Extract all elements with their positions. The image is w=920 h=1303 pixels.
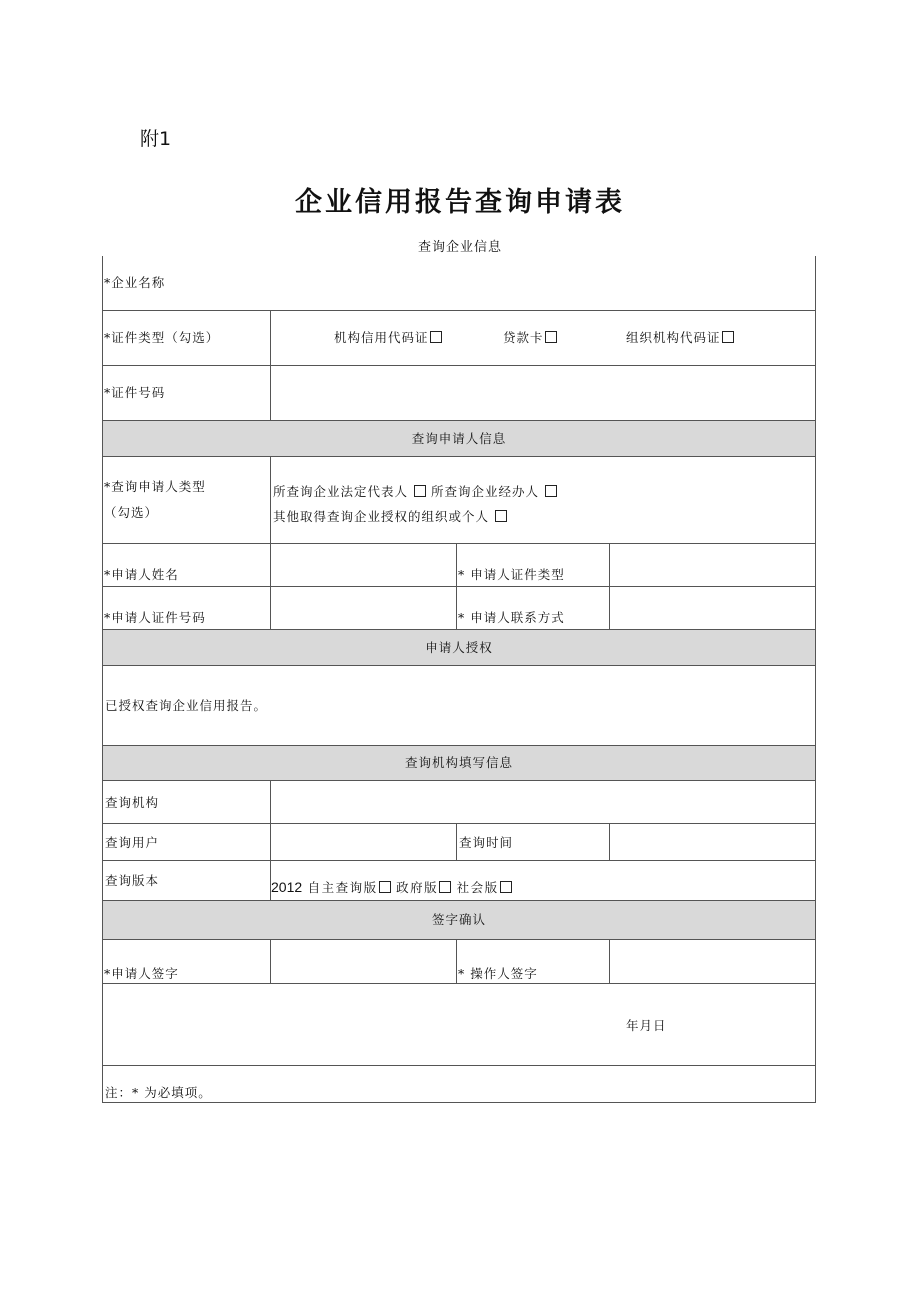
enterprise-name-field[interactable]	[104, 260, 814, 308]
id-type-option-org-code[interactable]	[626, 328, 734, 346]
query-org-field[interactable]	[272, 782, 814, 822]
applicant-id-number-field[interactable]	[272, 588, 454, 627]
section-authorization-title: 申请人授权	[425, 640, 493, 655]
applicant-type-label-hint: （勾选）	[104, 505, 159, 520]
id-number-label: *证件号码	[104, 385, 166, 400]
option-label: 所查询企业经办人	[430, 484, 539, 499]
checkbox-loan-card[interactable]	[545, 331, 557, 343]
applicant-contact-field[interactable]	[611, 588, 814, 627]
checkbox-legal-rep[interactable]	[414, 485, 426, 497]
applicant-sign-field[interactable]	[272, 941, 454, 982]
query-time-label: 查询时间	[459, 835, 514, 850]
section-applicant-title: 查询申请人信息	[411, 431, 507, 446]
applicant-id-number-label: *申请人证件号码	[104, 610, 206, 625]
applicant-name-label: *申请人姓名	[104, 567, 179, 582]
applicant-contact-label: * 申请人联系方式	[458, 610, 565, 625]
applicant-type-options-row2	[273, 507, 507, 525]
applicant-id-type-label: * 申请人证件类型	[458, 567, 565, 582]
option-label: 其他取得查询企业授权的组织或个人	[273, 509, 490, 524]
checkbox-credit-code[interactable]	[430, 331, 442, 343]
sign-date: 年月日	[626, 1018, 667, 1033]
checkbox-government[interactable]	[439, 881, 451, 893]
query-org-label: 查询机构	[105, 795, 160, 810]
option-label: 所查询企业法定代表人	[273, 484, 409, 499]
id-type-option-label: 机构信用代码证	[334, 330, 429, 345]
attachment-number: 附1	[140, 128, 172, 150]
query-user-label: 查询用户	[105, 835, 160, 850]
id-type-option-label: 组织机构代码证	[626, 330, 721, 345]
applicant-type-label: *查询申请人类型	[104, 479, 206, 494]
section-signature-title: 签字确认	[431, 912, 486, 927]
id-type-option-loan-card[interactable]	[503, 328, 557, 346]
applicant-type-options-row1	[273, 482, 557, 500]
operator-sign-label: * 操作人签字	[458, 966, 538, 981]
checkbox-social[interactable]	[500, 881, 512, 893]
operator-sign-field[interactable]	[611, 941, 814, 982]
option-authorized[interactable]	[273, 509, 507, 524]
version-year: 2012	[271, 879, 303, 895]
checkbox-agent[interactable]	[545, 485, 557, 497]
id-number-field[interactable]	[272, 367, 814, 418]
id-type-option-label: 贷款卡	[503, 330, 544, 345]
option-label: 政府版	[396, 880, 439, 895]
checkbox-self-query[interactable]	[379, 881, 391, 893]
id-type-label: *证件类型（勾选）	[104, 330, 220, 345]
form-title: 企业信用报告查询申请表	[295, 187, 625, 218]
option-legal-rep[interactable]	[273, 484, 426, 499]
id-type-option-credit-code[interactable]	[334, 328, 442, 346]
applicant-sign-label: *申请人签字	[104, 966, 179, 981]
authorization-text: 已授权查询企业信用报告。	[105, 698, 268, 713]
option-agent[interactable]	[431, 484, 557, 499]
required-note: 注：* 为必填项。	[105, 1085, 212, 1100]
option-government[interactable]	[396, 880, 451, 895]
section-enterprise-title: 查询企业信息	[417, 240, 502, 255]
checkbox-org-code[interactable]	[722, 331, 734, 343]
query-user-field[interactable]	[272, 825, 454, 859]
query-version-label: 查询版本	[105, 873, 160, 888]
query-version-options	[271, 878, 512, 896]
query-time-field[interactable]	[611, 825, 814, 859]
checkbox-authorized[interactable]	[495, 510, 507, 522]
section-institution-title: 查询机构填写信息	[404, 755, 513, 770]
option-label: 自主查询版	[307, 880, 378, 895]
option-self-query[interactable]	[308, 880, 391, 895]
enterprise-name-label: *企业名称	[104, 275, 166, 290]
applicant-id-type-field[interactable]	[611, 545, 814, 584]
option-social[interactable]	[457, 880, 512, 895]
option-label: 社会版	[456, 880, 499, 895]
applicant-name-field[interactable]	[272, 545, 454, 584]
